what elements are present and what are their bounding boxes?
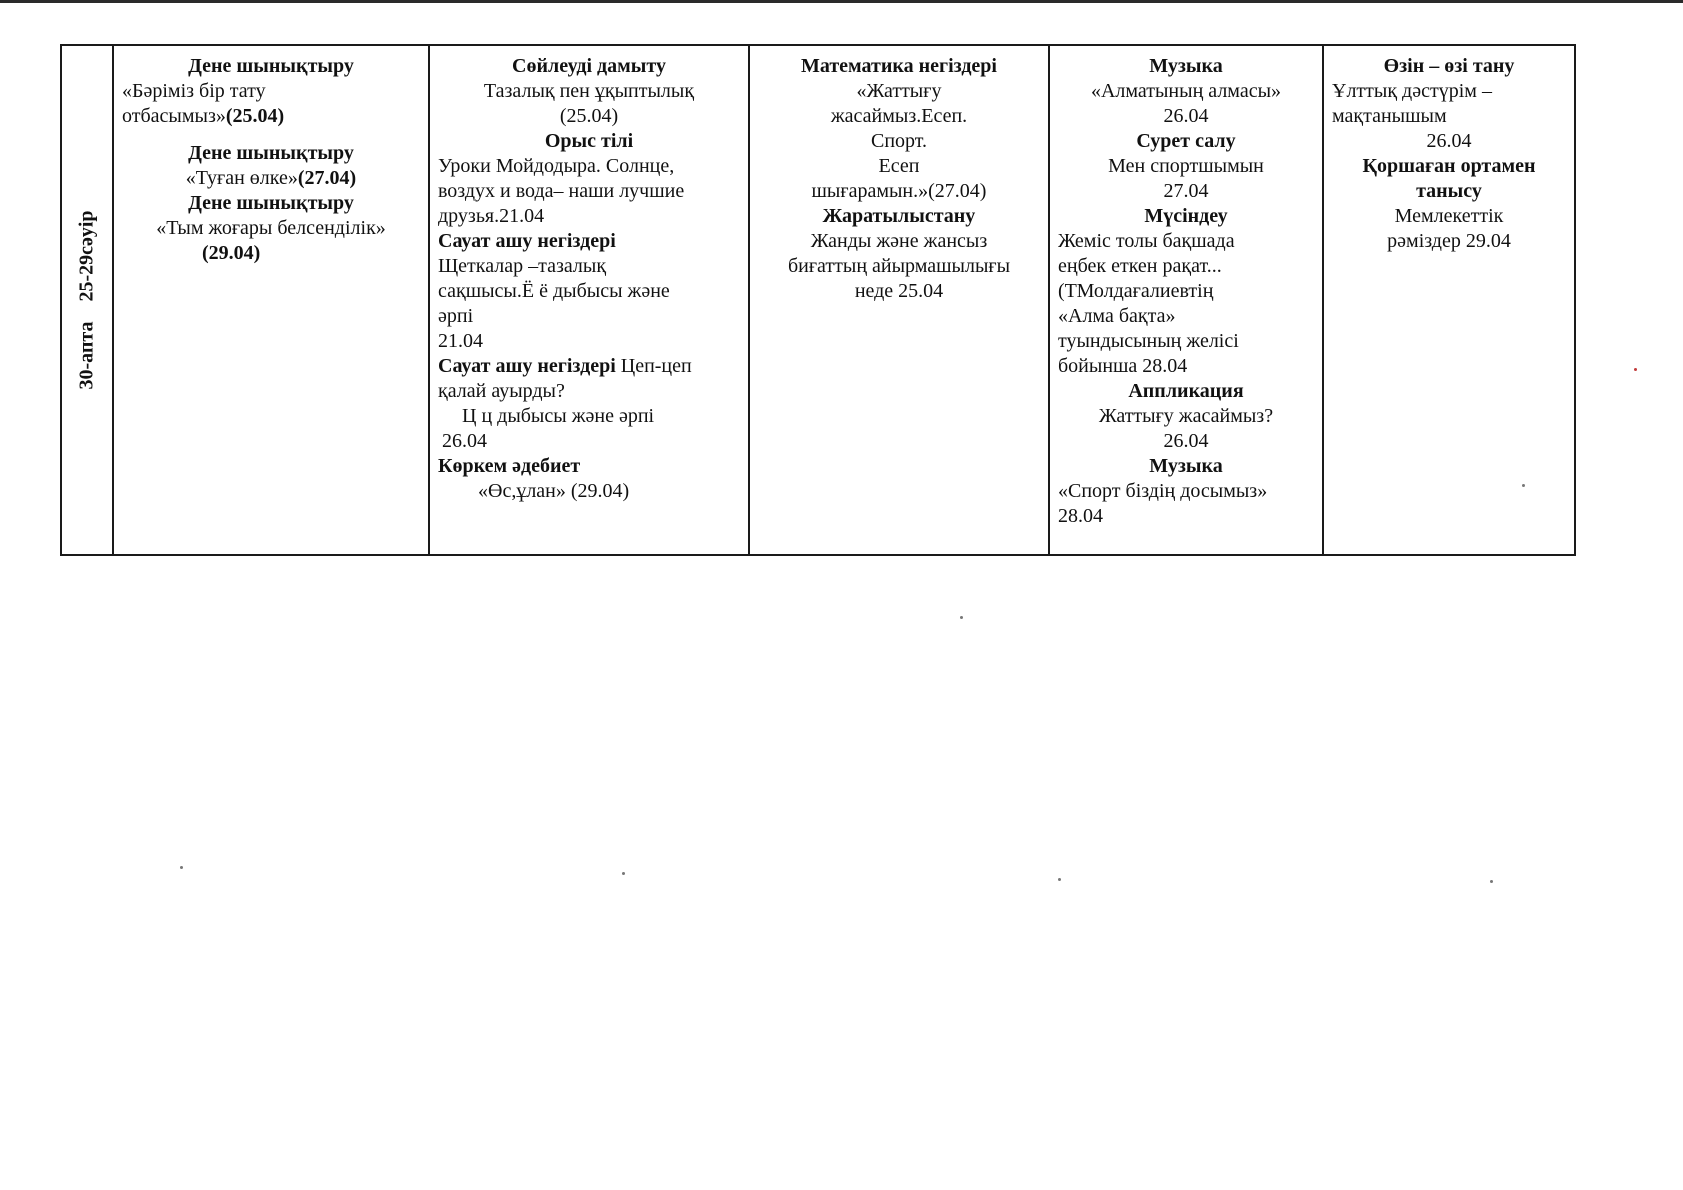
- subject-title: Көркем әдебиет: [438, 455, 581, 477]
- lesson-topic: әрпі: [438, 305, 474, 327]
- lesson-topic: Есеп: [878, 155, 920, 177]
- lesson-topic: отбасымыз»(25.04): [122, 105, 285, 127]
- scan-speck: [960, 616, 963, 619]
- lesson-topic: бойынша 28.04: [1058, 355, 1188, 377]
- subject-title: Дене шынықтыру: [188, 192, 354, 214]
- lesson-date: 28.04: [1058, 505, 1103, 527]
- lesson-topic: (ТМолдағалиевтің: [1058, 280, 1214, 302]
- lesson-topic: воздух и вода– наши лучшие: [438, 180, 685, 202]
- lesson-date: 26.04: [1163, 430, 1209, 452]
- self-knowledge-environment-cell: [1323, 45, 1575, 555]
- lesson-date: (25.04): [559, 105, 619, 127]
- subject-title: Сауат ашу негіздері: [438, 230, 616, 252]
- lesson-topic: мақтанышым: [1332, 105, 1447, 127]
- subject-title: Музыка: [1149, 455, 1223, 477]
- lesson-topic: Уроки Мойдодыра. Солнце,: [438, 155, 675, 177]
- lesson-topic: друзья.21.04: [438, 205, 545, 227]
- week-label: [75, 200, 100, 399]
- lesson-topic: еңбек еткен рақат...: [1058, 255, 1222, 277]
- lesson-date: 26.04: [442, 430, 487, 452]
- lesson-topic: «Алматының алмасы»: [1090, 80, 1282, 102]
- scan-speck: [1522, 484, 1525, 487]
- scan-speck: [180, 866, 183, 869]
- lesson-topic: Сауат ашу негіздері Цеп-цеп: [438, 355, 692, 377]
- lesson-topic: Тазалық пен ұқыптылық: [483, 80, 695, 102]
- subject-title: Мүсіндеу: [1144, 205, 1228, 227]
- math-science-cell: [749, 45, 1049, 555]
- subject-title: Математика негіздері: [801, 55, 997, 77]
- lesson-topic: «Бәріміз бір тату: [122, 80, 266, 102]
- subject-title: Аппликация: [1128, 380, 1244, 402]
- scan-speck: [622, 872, 625, 875]
- physical-education-cell: [113, 45, 429, 555]
- lesson-date: 21.04: [438, 330, 483, 352]
- lesson-schedule-table: [60, 44, 1576, 556]
- speech-literacy-cell: [429, 45, 749, 555]
- week-number: 30-апта: [75, 321, 98, 390]
- subject-title: Сөйлеуді дамыту: [512, 55, 666, 77]
- scan-top-edge: [0, 0, 1683, 3]
- subject-title: Дене шынықтыру: [188, 142, 354, 164]
- scan-speck: [1634, 368, 1637, 371]
- lesson-topic: сақшысы.Ё ё дыбысы және: [438, 280, 670, 302]
- lesson-topic: Ұлттық дәстүрім –: [1332, 80, 1492, 102]
- lesson-topic: «Алма бақта»: [1058, 305, 1176, 327]
- lesson-topic: «Тым жоғары белсенділік»: [156, 217, 386, 239]
- lesson-date: 26.04: [1163, 105, 1209, 127]
- lesson-date: 27.04: [1163, 180, 1209, 202]
- spacer: [122, 129, 420, 141]
- lesson-topic: «Спорт біздің досымыз»: [1058, 480, 1268, 502]
- lesson-topic: туындысының желісі: [1058, 330, 1239, 352]
- lesson-topic: неде 25.04: [854, 280, 944, 302]
- scan-speck: [1490, 880, 1493, 883]
- subject-title: Өзін – өзі тану: [1383, 55, 1515, 77]
- lesson-topic: «Жаттығу: [856, 80, 942, 102]
- subject-title: Орыс тілі: [544, 130, 634, 152]
- lesson-date: 26.04: [1426, 130, 1472, 152]
- lesson-topic: Жаттығу жасаймыз?: [1098, 405, 1274, 427]
- subject-title: Музыка: [1149, 55, 1223, 77]
- music-art-cell: [1049, 45, 1323, 555]
- lesson-topic: Жанды және жансыз: [810, 230, 988, 252]
- lesson-date: (29.04): [202, 242, 261, 264]
- lesson-topic: жасаймыз.Есеп.: [830, 105, 968, 127]
- lesson-topic: Мемлекеттік: [1394, 205, 1504, 227]
- lesson-topic: Жеміс толы бақшада: [1058, 230, 1235, 252]
- lesson-topic: биғаттың айырмашылығы: [787, 255, 1011, 277]
- lesson-topic: шығарамын.»(27.04): [811, 180, 987, 202]
- scan-speck: [1058, 878, 1061, 881]
- lesson-topic: қалай ауырды?: [438, 380, 565, 402]
- subject-title: Сурет салу: [1136, 130, 1236, 152]
- subject-title: танысу: [1416, 180, 1482, 202]
- lesson-topic: рәміздер 29.04: [1387, 230, 1511, 252]
- subject-title: Дене шынықтыру: [188, 55, 354, 77]
- subject-title: Қоршаған ортамен: [1362, 155, 1536, 177]
- table-row: [61, 45, 1575, 555]
- week-dates: 25-29сәуір: [75, 210, 98, 302]
- lesson-topic: Спорт.: [870, 130, 927, 152]
- week-cell: [61, 45, 113, 555]
- lesson-topic: «Өс,ұлан» (29.04): [478, 480, 630, 502]
- lesson-topic: «Туған өлке»(27.04): [185, 167, 357, 189]
- subject-title: Жаратылыстану: [822, 205, 976, 227]
- lesson-topic: Мен спортшымын: [1108, 155, 1264, 177]
- lesson-topic: Ц ц дыбысы және әрпі: [462, 405, 655, 427]
- lesson-topic: Щеткалар –тазалық: [438, 255, 607, 277]
